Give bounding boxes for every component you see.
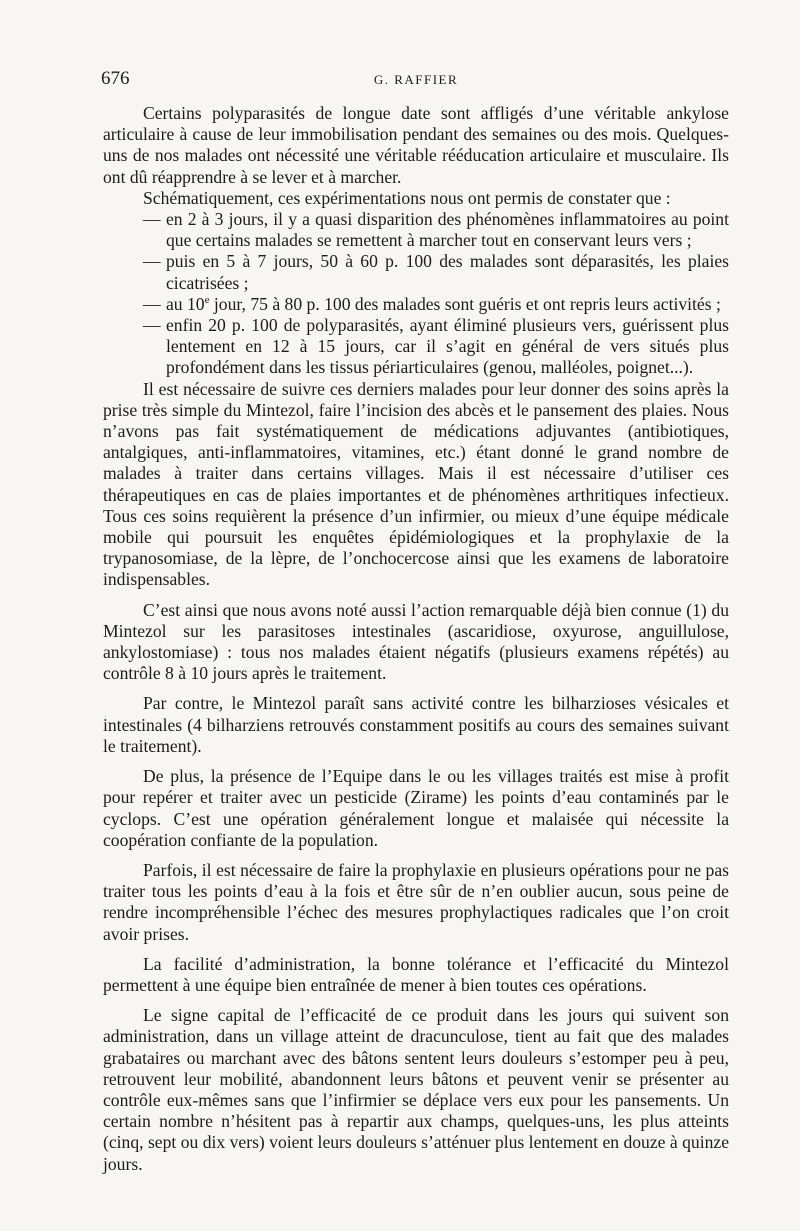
paragraph-5: Par contre, le Mintezol paraît sans activité contre les bilharzioses vésicales et intestinales (4 bilharziens retrouvés constamment positifs au cours des semaines suivant le traitement).: [103, 693, 729, 756]
paragraph-4: C’est ainsi que nous avons noté aussi l’action remarquable déjà bien connue (1) du Mintezol sur les parasitoses intestinales (ascaridiose, oxyurose, anguillulose, ankylostomiase) : tous nos malades étaient négatifs (plusieurs examens répétés) au contrôle 8 à 10 jours après le traitement.: [103, 599, 729, 684]
paragraph-2: Schématiquement, ces expérimentations nous ont permis de constater que :: [143, 187, 671, 208]
list-item-text: puis en 5 à 7 jours, 50 à 60 p. 100 des malades sont déparasités, les plaies cicatrisées ;: [166, 251, 729, 293]
list-item-text-start: au 10: [166, 293, 205, 314]
paragraph-3: Il est nécessaire de suivre ces derniers malades pour leur donner des soins après la prise très simple du Mintezol, faire l’incision des abcès et le pansement des plaies. Nous n’avons pas fait systématiquement de médications adjuvantes (antibiotiques, antalgiques, anti-inflammatoires, vitamines, etc.) étant donné le grand nombre de malades à traiter dans certains villages. Mais il est nécessaire d’utiliser ces thérapeutiques en cas de plaies importantes et de phénomènes arthritiques infectieux. Tous ces soins requièrent la présence d’un infirmier, ou mieux d’une équipe médicale mobile qui poursuit les enquêtes épidémiologiques et la prophylaxie de la trypanosomiase, de la lèpre, de l’onchocercose ainsi que les examens de laboratoire indispensables.: [103, 378, 729, 590]
ordinal-superscript: e: [204, 293, 210, 306]
paragraph-7: Parfois, il est nécessaire de faire la prophylaxie en plusieurs opérations pour ne pas traiter tous les points d’eau à la fois et être sûr de n’en oublier aucun, sous peine de rendre incompréhensible l’échec des mesures prophylactiques radicales que l’on croit avoir prises.: [103, 859, 729, 944]
paragraph-9: Le signe capital de l’efficacité de ce produit dans les jours qui suivent son administration, dans un village atteint de dracunculose, tient au fait que des malades grabataires ou marchant avec des bâtons sentent leurs douleurs s’estomper peu à peu, retrouvent leur mobilité, abandonnent leurs bâtons et peuvent venir se présenter au contrôle eux-mêmes sans que l’infirmier se déplace vers eux pour les pansements. Un certain nombre n’hésitent pas à repartir aux champs, quelques-uns, les plus atteints (cinq, sept ou dix vers) voient leurs douleurs s’atténuer plus lentement en douze à quinze jours.: [103, 1005, 729, 1174]
list-dash: —: [143, 209, 161, 230]
list-item: [103, 209, 729, 251]
results-list: [103, 209, 729, 379]
list-item-text-end: jour, 75 à 80 p. 100 des malades sont guéris et ont repris leurs activités ;: [209, 293, 721, 314]
paragraph-1: Certains polyparasités de longue date sont affligés d’une véritable ankylose articulaire à cause de leur immobilisation pendant des semaines ou des mois. Quelques-uns de nos malades ont nécessité une véritable rééducation articulaire et musculaire. Ils ont dû réapprendre à se lever et à marcher.: [103, 103, 729, 187]
body-text: [103, 103, 729, 1175]
list-item: [103, 251, 729, 293]
paragraph-8: La facilité d’administration, la bonne tolérance et l’efficacité du Mintezol permettent à une équipe bien entraînée de mener à bien toutes ces opérations.: [103, 953, 729, 995]
list-item-text: en 2 à 3 jours, il y a quasi disparition des phénomènes inflammatoires au point que certains malades se remettent à marcher tout en conservant leurs vers ;: [166, 209, 729, 251]
paragraph-6: De plus, la présence de l’Equipe dans le ou les villages traités est mise à profit pour repérer et traiter avec un pesticide (Zirame) les points d’eau contaminés par le cyclops. C’est une opération généralement longue et malaisée qui nécessite la coopération confiante de la population.: [103, 766, 729, 850]
list-item: [103, 315, 729, 379]
list-item: [103, 294, 729, 315]
list-dash: —: [143, 251, 161, 272]
page-number: 676: [101, 68, 130, 89]
list-dash: —: [143, 293, 161, 314]
list-dash: —: [143, 315, 161, 336]
running-head: G. RAFFIER: [373, 72, 459, 87]
page-header: [101, 68, 731, 94]
list-item-text: enfin 20 p. 100 de polyparasités, ayant éliminé plusieurs vers, guérissent plus lentement en 12 à 15 jours, car il s’agit en général de vers situés plus profondément dans les tissus périarticulaires (genou, malléoles, poignet...).: [166, 315, 729, 378]
